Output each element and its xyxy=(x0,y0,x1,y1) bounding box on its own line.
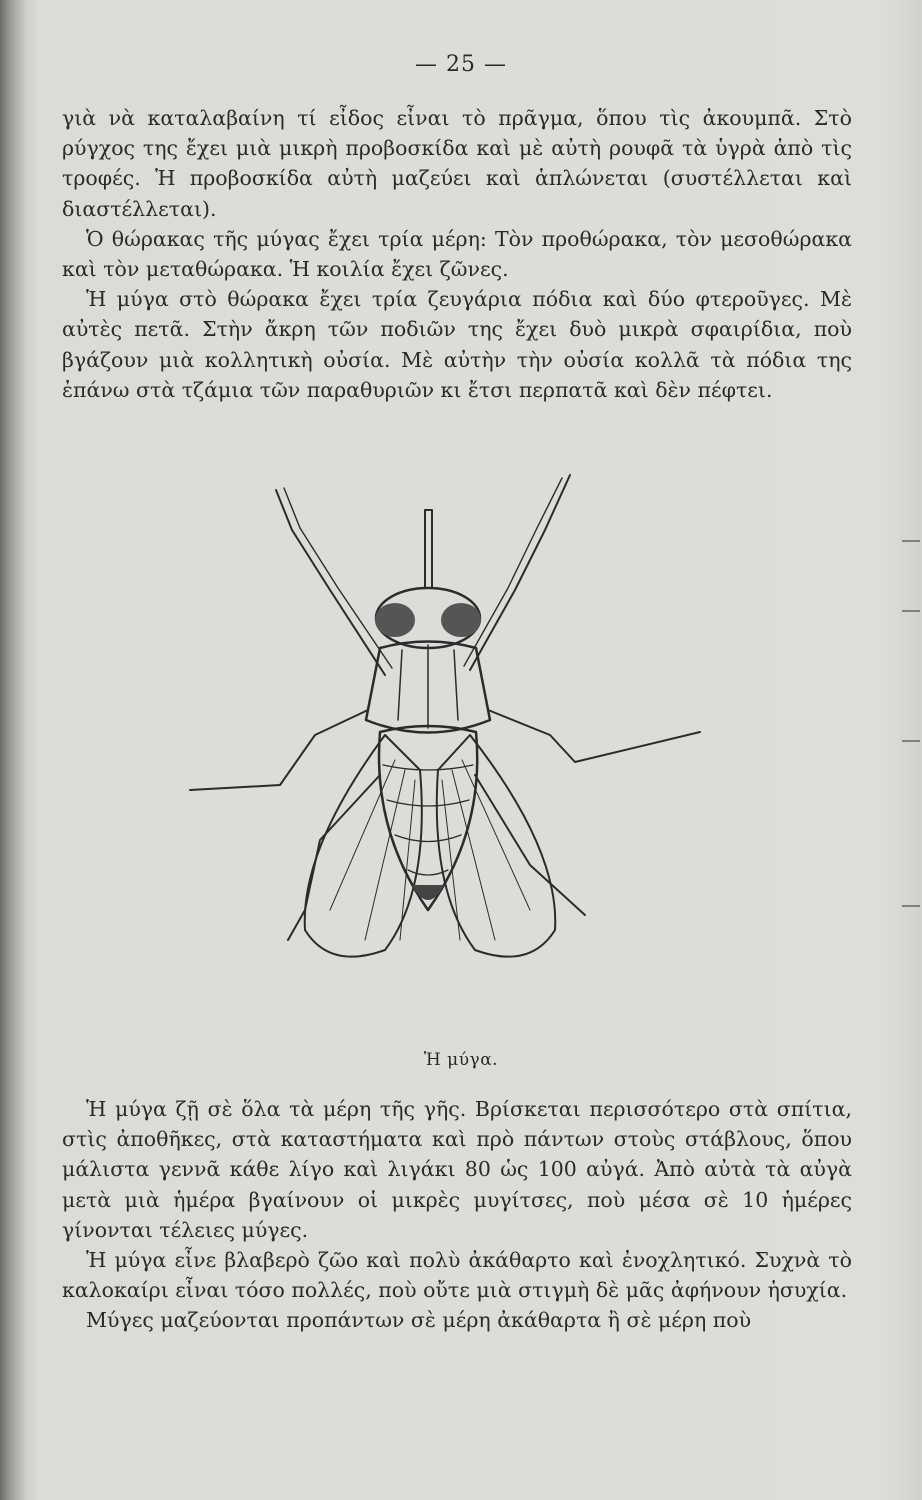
edge-mark xyxy=(902,905,920,907)
paragraph: γιὰ νὰ καταλαβαίνη τί εἶδος εἶναι τὸ πρᾶγμα, ὅπου τὶς ἀκουμπᾶ. Στὸ ρύγχος της ἔχει μιὰ μικρὴ προβοσκίδα καὶ μὲ αὐτὴ ρουφᾶ τὰ ὑγρὰ ἀπὸ τὶς τροφές. Ἡ προβοσκίδα αὐτὴ μαζεύει καὶ ἁπλώνεται (συστέλλεται καὶ διαστέλλεται). xyxy=(62,106,852,221)
housefly-illustration xyxy=(180,470,740,1010)
edge-mark xyxy=(902,540,920,542)
paragraph: Ὁ θώρακας τῆς μύγας ἔχει τρία μέρη: Τὸν προθώρακα, τὸν μεσοθώρακα καὶ τὸν μεταθώρακα. Ἡ κοιλία ἔχει ζῶνες. xyxy=(62,226,852,282)
paragraph: Ἡ μύγα ζῇ σὲ ὅλα τὰ μέρη τῆς γῆς. Βρίσκεται περισσότερο στὰ σπίτια, στὶς ἀποθῆκες, στὰ καταστήματα καὶ πρὸ πάντων στοὺς στάβλους, ὅπου μάλιστα γεννᾶ κάθε λίγο καὶ λιγάκι 80 ὡς 100 αὐγά. Ἀπὸ αὐτὰ τὰ αὐγὰ μετὰ μιὰ ἡμέρα βγαίνουν οἱ μικρὲς μυγίτσες, ποὺ μέσα σὲ 10 ἡμέρες γίνονται τέλειες μύγες. xyxy=(62,1097,852,1242)
paragraph: Μύγες μαζεύονται προπάντων σὲ μέρη ἀκάθαρτα ἢ σὲ μέρη ποὺ xyxy=(86,1308,752,1333)
top-text-block xyxy=(62,103,852,405)
paragraph: Ἡ μύγα εἶνε βλαβερὸ ζῶο καὶ πολὺ ἀκάθαρτο καὶ ἐνοχλητικό. Συχνὰ τὸ καλοκαίρι εἶναι τόσο πολλές, ποὺ οὔτε μιὰ στιγμὴ δὲ μᾶς ἀφήνουν ἡσυχία. xyxy=(62,1248,852,1303)
paragraph: Ἡ μύγα στὸ θώρακα ἔχει τρία ζευγάρια πόδια καὶ δύο φτεροῦγες. Μὲ αὐτὲς πετᾶ. Στὴν ἄκρη τῶν ποδιῶν της ἔχει δυὸ μικρὰ σφαιρίδια, ποὺ βγάζουν μιὰ κολλητικὴ οὐσία. Μὲ αὐτὴν τὴν οὐσία κολλᾶ τὰ πόδια της ἐπάνω στὰ τζάμια τῶν παραθυριῶν κι ἔτσι περπατᾶ καὶ δὲν πέφτει. xyxy=(62,287,852,402)
page-number: — 25 — xyxy=(415,52,507,77)
bottom-text-block xyxy=(62,1094,852,1336)
edge-mark xyxy=(902,740,920,742)
figure-caption: Ἡ μύγα. xyxy=(423,1050,499,1070)
edge-mark xyxy=(902,610,920,612)
